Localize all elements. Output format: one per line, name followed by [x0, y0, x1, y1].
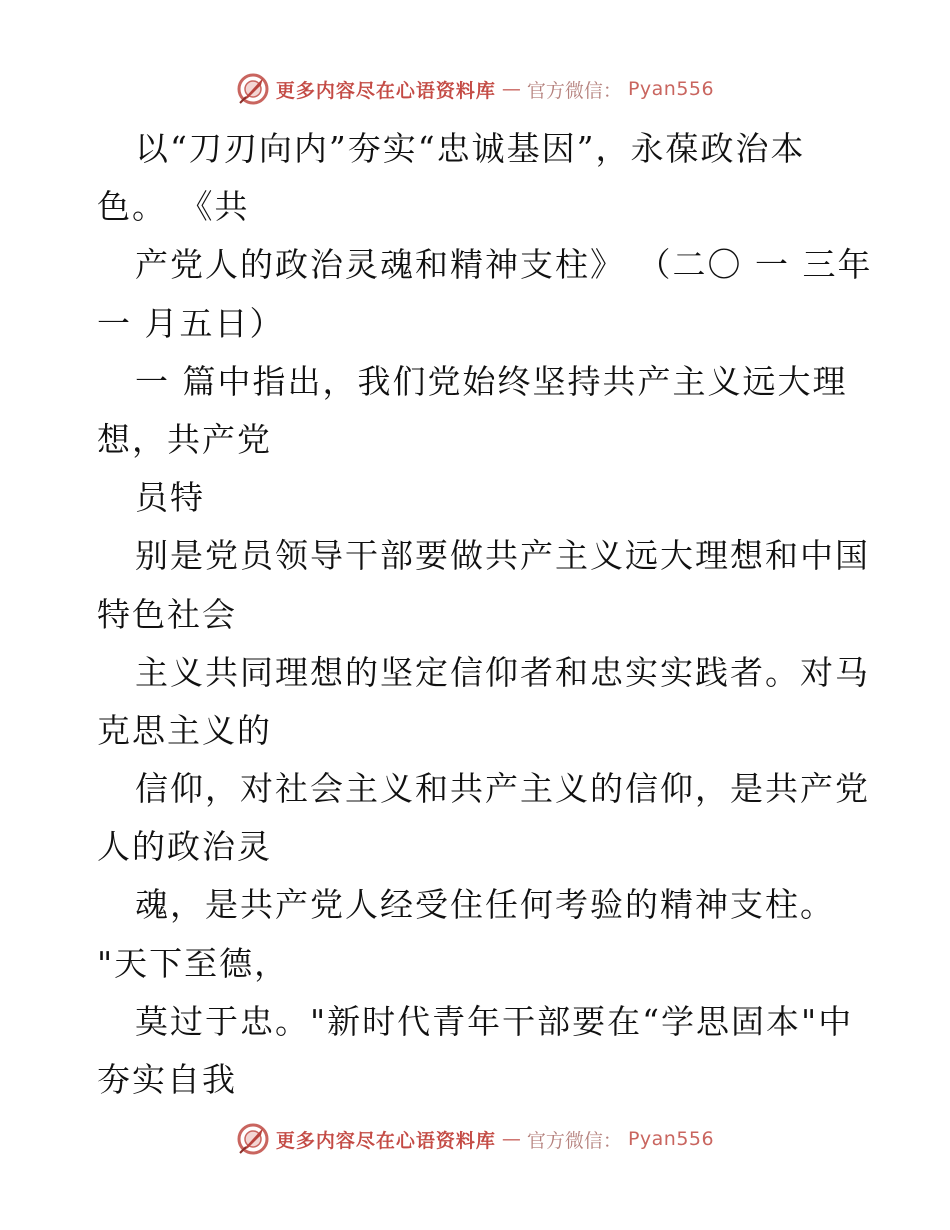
- text-line: 以“刀刃向内”夯实“忠诚基因”，永葆政治本: [135, 129, 806, 168]
- watermark-wechat-id: Pyan556: [627, 1128, 715, 1150]
- text-line: 一 月五日）: [97, 303, 285, 343]
- text-line: "天下至德，: [97, 943, 290, 983]
- text-line: 魂，是共产党人经受住任何考验的精神支柱。: [135, 885, 835, 925]
- watermark-separator: —: [501, 1128, 521, 1150]
- text-line: 别是党员领导干部要做共产主义远大理想和中国: [135, 536, 870, 576]
- text-line: 一 篇中指出，我们党始终坚持共产主义远大理: [135, 361, 848, 401]
- watermark-official-label: 官方微信：: [526, 79, 622, 102]
- text-line: 莫过于忠。"新时代青年干部要在“学思固本"中: [135, 1001, 854, 1041]
- watermark-brand: 更多内容尽在心语资料库: [275, 1129, 496, 1152]
- watermark-separator: —: [501, 78, 521, 100]
- text-line: 主义共同理想的坚定信仰者和忠实实践者。对马: [135, 652, 870, 692]
- text-line: 人的政治灵: [97, 827, 272, 867]
- watermark-brand: 更多内容尽在心语资料库: [275, 79, 496, 102]
- header-watermark: [0, 72, 950, 106]
- text-line: 特色社会: [97, 594, 237, 634]
- text-line: 产党人的政治灵魂和精神支柱》 （二〇 一 三年: [135, 245, 873, 285]
- text-line: 克思主义的: [97, 710, 272, 750]
- text-line: 夯实自我: [97, 1060, 237, 1099]
- watermark-official-label: 官方微信：: [526, 1129, 622, 1152]
- footer-watermark: [0, 1122, 950, 1156]
- document-body: [97, 120, 873, 1109]
- text-line: 想，共产党: [97, 419, 272, 459]
- text-line: 色。 《共: [97, 187, 250, 227]
- quill-logo-icon: [236, 72, 270, 106]
- watermark-wechat-id: Pyan556: [627, 78, 715, 100]
- quill-logo-icon: [236, 1122, 270, 1156]
- text-line: 员特: [135, 478, 205, 518]
- text-line: 信仰，对社会主义和共产主义的信仰，是共产党: [135, 769, 870, 809]
